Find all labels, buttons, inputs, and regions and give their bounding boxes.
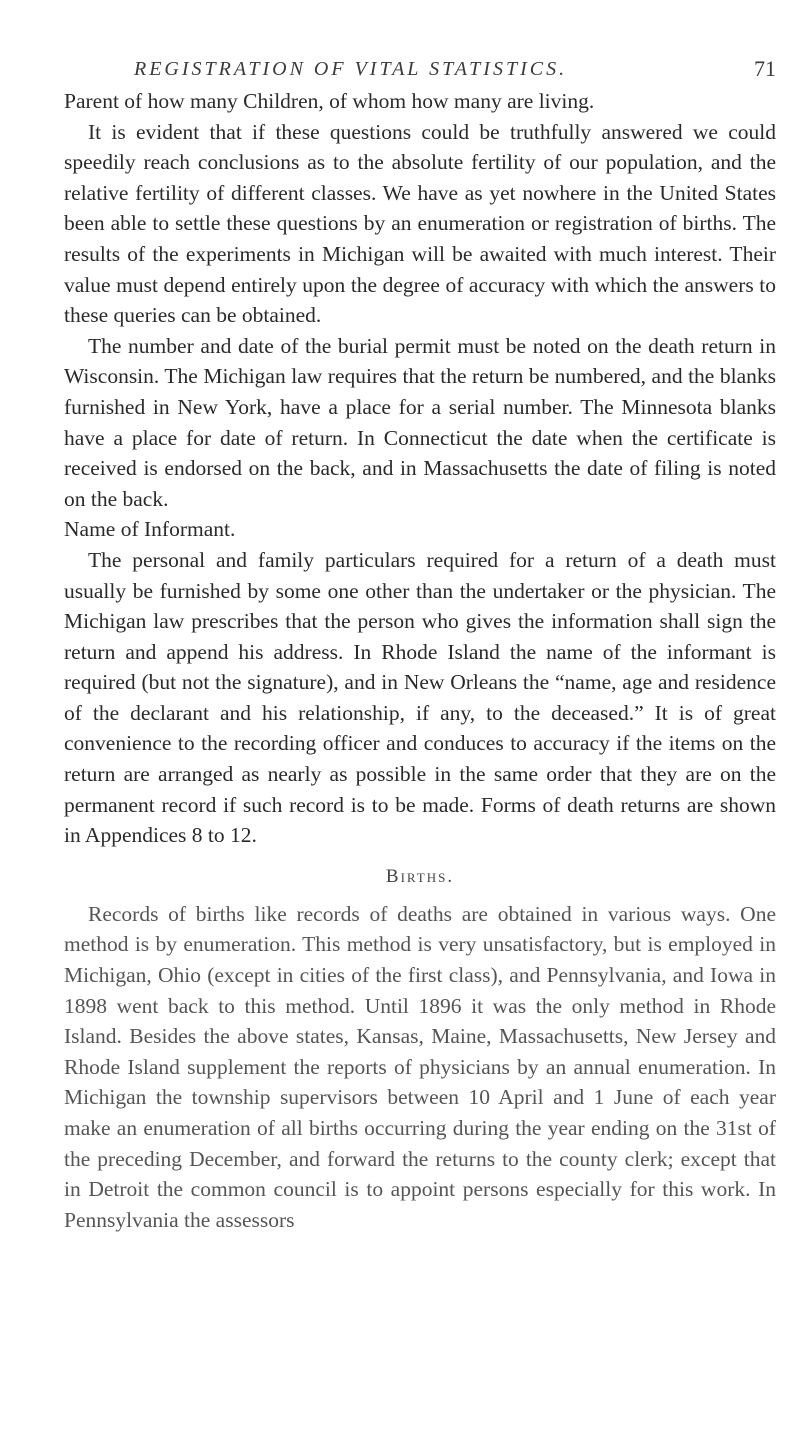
- paragraph-fertility: It is evident that if these questions could be truthfully answered we could speedily reach conclusions as to the absolute fertility of our population, and the relative fertility of different classes. We have as yet nowhere in the United States been able to settle these questions by an enumeration or registration of births. The results of the experiments in Michigan will be awaited with much interest. Their value must depend entirely upon the degree of accuracy with which the answers to these queries can be obtained.: [64, 119, 776, 328]
- running-title: REGISTRATION OF VITAL STATISTICS.: [134, 58, 568, 80]
- page: [64, 0, 784, 1433]
- paragraph-name-of-informant: Name of Informant.: [64, 517, 236, 542]
- body-text: [64, 86, 776, 1235]
- paragraph-burial-permit: The number and date of the burial permit must be noted on the death return in Wisconsin. The Michigan law requires that the return be numbered, and the blanks furnished in New York, have a place for a serial number. The Minnesota blanks have a place for date of return. In Connecticut the date when the certificate is received is endorsed on the back, and in Massachusetts the date of filing is noted on the back.: [64, 333, 776, 511]
- paragraph-informant-details: The personal and family particulars required for a return of a death must usually be furnished by some one other than the undertaker or the physician. The Michigan law prescribes that the person who gives the information shall sign the return and append his address. In Rhode Island the name of the informant is required (but not the signature), and in New Orleans the “name, age and residence of the declarant and his relationship, if any, to the deceased.” It is of great convenience to the recording officer and conduces to accuracy if the items on the return are arranged as nearly as possible in the same order that they are on the permanent record if such record is to be made. Forms of death returns are shown in Appendices 8 to 12.: [64, 547, 776, 848]
- running-head: [64, 0, 784, 81]
- paragraph-parent-children: Parent of how many Children, of whom how many are living.: [64, 89, 595, 113]
- section-heading-births: Births.: [385, 865, 455, 887]
- page-number: 71: [754, 56, 776, 81]
- paragraph-births-records: Records of births like records of deaths are obtained in various ways. One method is by enumeration. This method is very unsatisfactory, but is employed in Michigan, Ohio (except in cities of the first class), and Pennsylvania, and Iowa in 1898 went back to this method. Until 1896 it was the only method in Rhode Island. Besides the above states, Kansas, Maine, Massachusetts, New Jersey and Rhode Island supplement the reports of physicians by an annual enumeration. In Michigan the township supervisors between 10 April and 1 June of each year make an enumeration of all births occurring during the year ending on the 31st of the preceding December, and forward the returns to the county clerk; except that in Detroit the common council is to appoint persons especially for this work. In Pennsylvania the assessors: [64, 901, 776, 1232]
